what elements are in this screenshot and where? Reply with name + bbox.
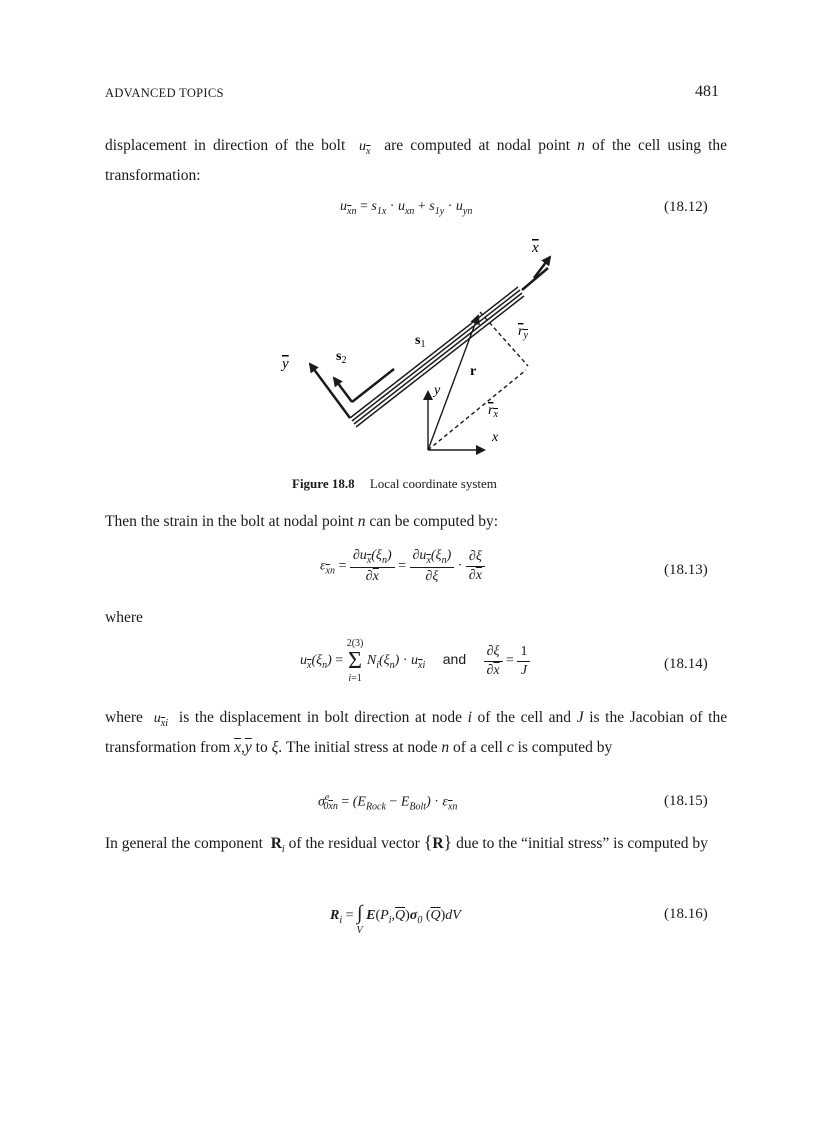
- equation-18-12: $u_{\overline{x}n} = s_{1x} \cdot u_{xn} + s_{1y} \cdot u_{yn}$: [340, 199, 473, 217]
- label-x: x: [492, 430, 499, 445]
- paragraph-4-text-b: is the displacement in bolt direction at node: [178, 709, 462, 726]
- paragraph-4-text-e: to: [255, 738, 268, 756]
- label-x-bar: x: [532, 240, 539, 256]
- running-header: ADVANCED TOPICS: [105, 86, 224, 100]
- paragraph-2-text-b: can be computed by:: [369, 513, 499, 530]
- label-s2-letter: s: [336, 349, 342, 364]
- equation-18-13: $\varepsilon_{\overline{x}n}$ = $\frac{\partial u_{\overline{x}}(\xi_n)}{\partial\overline{x}}$ = $\frac{\partial u_{\overline{x}}(\xi_n)}{\partial\xi}$ · $\frac{\partial\xi}{\partial\overline{x}}$: [320, 548, 485, 585]
- label-s2: $s_2$: [336, 349, 347, 366]
- x-bar-axis-segment: [522, 268, 548, 290]
- equation-number-18-13: (18.13): [664, 562, 708, 578]
- paragraph-2-text-a: Then the strain in the bolt at nodal point: [105, 513, 354, 530]
- figure-caption: [292, 476, 497, 492]
- equation-18-14: $u_{\overline{x}}(\xi_n)$ = 2(3) Σ i=1 $N_i(\xi_n) \cdot u_{\overline{x}i}$ and $\frac{\partial\xi}{\partial\overline{x}}$ = $\frac{1}{J}$: [300, 638, 530, 684]
- paragraph-3: where: [105, 609, 143, 626]
- label-y-bar: y: [282, 356, 289, 372]
- equation-18-15: σ̇$^c_{0\overline{x}n}$ = $(E_{Rock} - E_{Bolt}) \cdot \varepsilon_{\overline{x}n}$: [318, 792, 458, 813]
- inline-math-u-xbar: $u_{\overline{x}}$: [352, 139, 371, 157]
- paragraph-1-text-b: are computed at nodal point: [384, 137, 571, 154]
- figure-label: Figure 18.8: [292, 476, 355, 491]
- paragraph-4-text-h: is computed by: [517, 738, 613, 756]
- paragraph-5-text-c: due to the “initial stress” is computed by: [456, 835, 708, 852]
- equation-number-18-16: (18.16): [664, 906, 708, 922]
- page-number: 481: [695, 83, 719, 100]
- label-r-x-letter: r: [488, 403, 494, 418]
- paragraph-4: where $u_{\overline{x}i}$ is the displacement in bolt direction at node i of the cell and J is the Jacobian of the transformation from $\overline{x},\overline{y}$ to ξ. The initial stress at node n of a cell c is computed by: [105, 709, 728, 756]
- label-r-x: $r_x$: [488, 403, 498, 420]
- label-r: r: [470, 364, 477, 379]
- equation-and-word: and: [442, 651, 467, 668]
- label-r-y: $r_y$: [518, 324, 528, 341]
- paragraph-4-text-g: of a cell: [453, 738, 503, 756]
- paragraph-4-text-c: of the cell and: [477, 709, 572, 726]
- r-y-dashed-line: [480, 312, 528, 366]
- x-bar-arrow: [534, 257, 550, 278]
- paragraph-5-text-a: In general the component: [105, 835, 263, 852]
- paragraph-1-text-c: of the cell using the transformation:: [105, 137, 728, 184]
- label-r-y-letter: r: [518, 324, 524, 339]
- figure-caption-text: Local coordinate system: [369, 476, 497, 491]
- label-s1: $s_1$: [415, 333, 426, 350]
- paragraph-5-text-b: of the residual vector: [288, 835, 420, 852]
- paragraph-5: In general the component $R_i$ of the residual vector {R} due to the “initial stress” is computed by: [105, 832, 708, 856]
- equation-number-18-14: (18.14): [664, 656, 708, 672]
- paragraph-2: Then the strain in the bolt at nodal point n can be computed by:: [105, 513, 499, 530]
- bolt-shape: [350, 287, 524, 427]
- equation-18-16: $R_i = \int_V$ $E(P_i,\overline{Q})\sigma_0$ $(\overline{Q})dV$: [330, 902, 461, 936]
- equation-number-18-15: (18.15): [664, 793, 708, 809]
- paragraph-1: displacement in direction of the bolt $u_{\overline{x}}$ are computed at nodal point n of the cell using the transformation:: [105, 137, 728, 184]
- equation-number-18-12: (18.12): [664, 199, 708, 215]
- local-coordinate-diagram: [270, 232, 570, 462]
- label-s1-letter: s: [415, 333, 421, 348]
- paragraph-1-text-a: displacement in direction of the bolt: [105, 137, 346, 154]
- label-y: y: [434, 383, 441, 398]
- paragraph-4-text-a: where: [105, 709, 143, 726]
- paragraph-4-text-d: is the Jacobian of the transformation from: [105, 709, 728, 756]
- paragraph-4-text-f: . The initial stress at node: [278, 738, 438, 756]
